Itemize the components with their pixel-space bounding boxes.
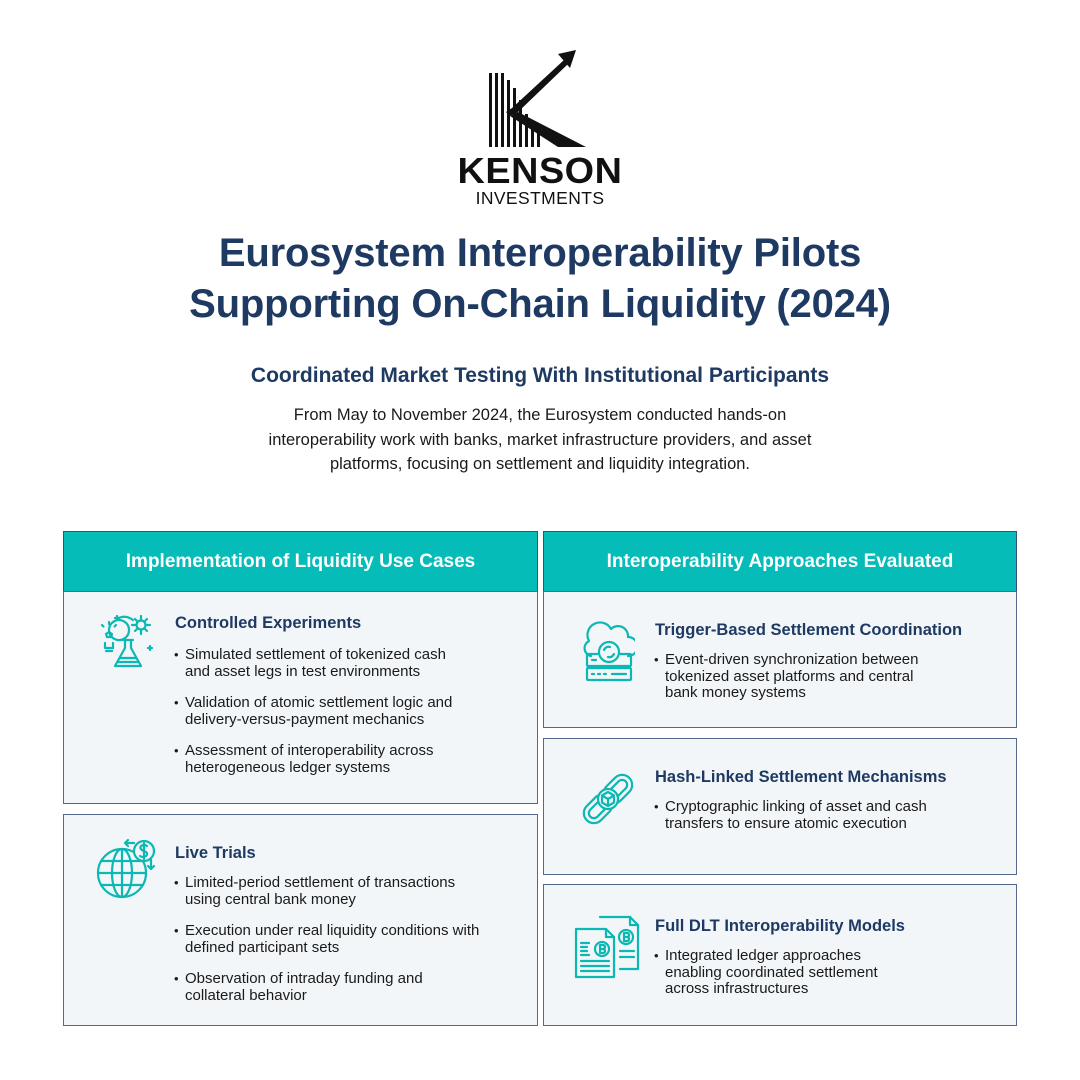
page-title-line-1: Eurosystem Interoperability Pilots (218, 231, 862, 275)
card-trigger-based-settlement (543, 591, 1017, 728)
list-item: • Integrated ledger approaches enabling coordinated settlement across infrastructures (654, 948, 994, 998)
list-item: • Event-driven synchronization between tokenized asset platforms and central bank money systems (654, 652, 994, 702)
card-title: Live Trials (175, 844, 256, 862)
card-hash-linked-settlement (543, 738, 1017, 875)
lightbulb-flask-gear-icon (95, 612, 159, 677)
list-item: • Validation of atomic settlement logic and delivery-versus-payment mechanics (174, 695, 524, 728)
list-item: • Limited-period settlement of transactions using central bank money (174, 875, 529, 908)
card-title: Full DLT Interoperability Models (655, 917, 905, 935)
list-item: • Simulated settlement of tokenized cash and asset legs in test environments (174, 647, 524, 680)
right-column-header-text: Interoperability Approaches Evaluated (606, 550, 954, 572)
logo-tagline-text: INVESTMENTS (475, 188, 605, 208)
card-full-dlt-interoperability (543, 884, 1017, 1026)
page-title (0, 228, 1080, 330)
page-title-line-2: Supporting On-Chain Liquidity (2024) (189, 282, 891, 326)
bullet-list (174, 647, 524, 791)
left-column-header-text: Implementation of Liquidity Use Cases (125, 550, 476, 572)
list-item: • Cryptographic linking of asset and cash transfers to ensure atomic execution (654, 799, 994, 832)
list-item: • Execution under real liquidity conditions with defined participant sets (174, 923, 529, 956)
cloud-server-sync-icon (583, 620, 635, 687)
right-column-header (543, 531, 1017, 592)
intro-line-2: interoperability work with banks, market infrastructure providers, and asset (268, 430, 812, 449)
left-column-header (63, 531, 538, 592)
globe-dollar-icon (96, 837, 160, 906)
card-controlled-experiments (63, 591, 538, 804)
card-live-trials (63, 814, 538, 1026)
crypto-documents-icon (574, 915, 640, 984)
page-subtitle: Coordinated Market Testing With Institutional Participants (250, 364, 830, 387)
bullet-list (654, 652, 994, 717)
logo-brand-text: KENSON (457, 150, 623, 191)
card-title: Hash-Linked Settlement Mechanisms (655, 768, 947, 786)
bullet-list (654, 799, 994, 847)
intro-paragraph (200, 403, 880, 477)
bullet-list (174, 875, 529, 1019)
card-title: Controlled Experiments (175, 614, 362, 632)
bullet-list (654, 948, 994, 1013)
chain-link-block-icon (576, 767, 640, 836)
list-item: • Observation of intraday funding and collateral behavior (174, 971, 529, 1004)
card-title: Trigger-Based Settlement Coordination (655, 621, 963, 639)
list-item: • Assessment of interoperability across heterogeneous ledger systems (174, 743, 524, 776)
logo-mark-icon (484, 50, 594, 150)
kenson-logo (457, 50, 623, 210)
intro-line-3: platforms, focusing on settlement and liquidity integration. (329, 455, 751, 473)
intro-line-1: From May to November 2024, the Eurosystem conducted hands-on (293, 406, 787, 424)
